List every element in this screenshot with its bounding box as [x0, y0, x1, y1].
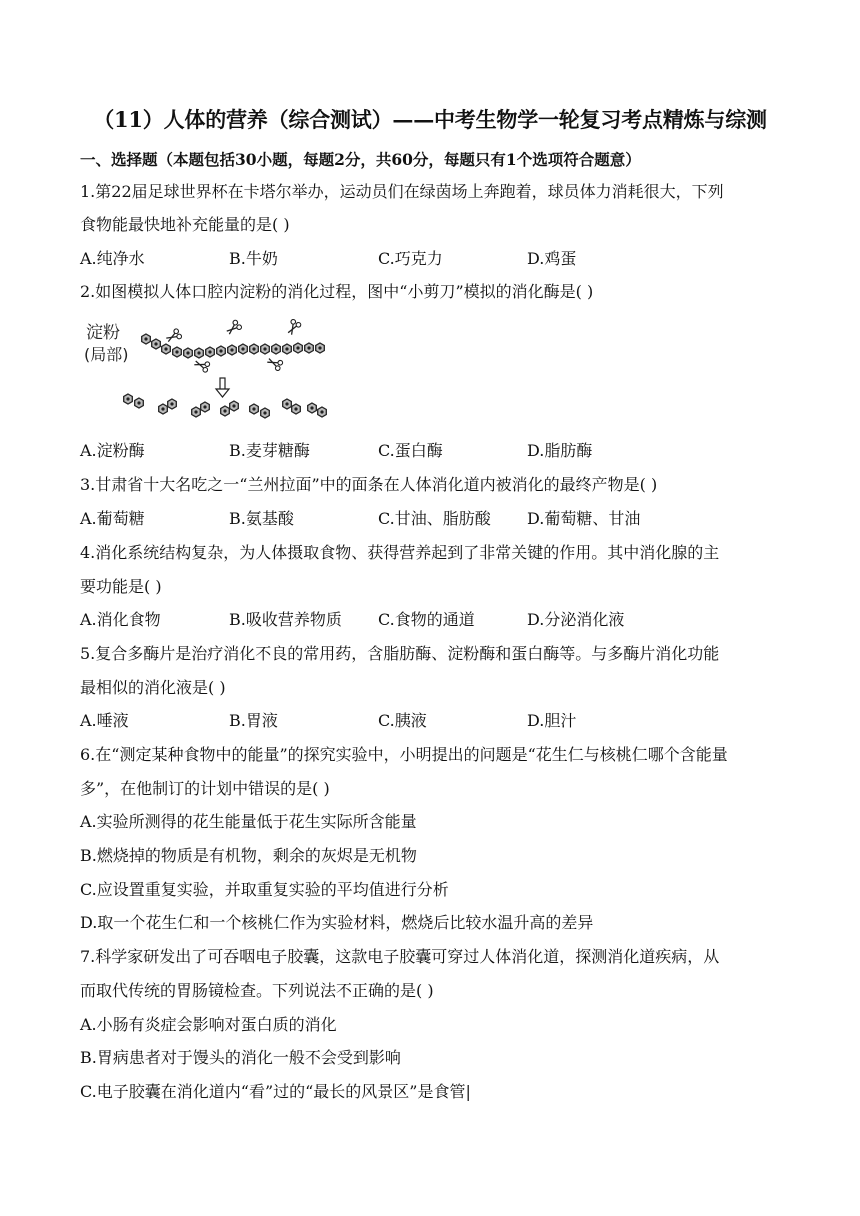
starch-digestion-diagram: [84, 316, 334, 426]
option-d: D.鸡蛋: [527, 249, 577, 268]
question-4-stem-line-2: 要功能是( ): [80, 577, 162, 596]
option-d: D.脂肪酶: [527, 441, 593, 460]
question-6-stem-line-2: 多”，在他制订的计划中错误的是( ): [80, 779, 330, 798]
question-6-option-d: D.取一个花生仁和一个核桃仁作为实验材料，燃烧后比较水温升高的差异: [80, 913, 594, 932]
option-a: A.纯净水: [80, 249, 145, 268]
maltose-units: [124, 394, 327, 418]
question-4-stem-line-1: 4.消化系统结构复杂，为人体摄取食物、获得营养起到了非常关键的作用。其中消化腺的主: [80, 543, 720, 562]
question-5-stem-line-2: 最相似的消化液是( ): [80, 678, 226, 697]
figure-label-starch: 淀粉: [86, 323, 120, 343]
page-title: （11）人体的营养（综合测试）——中考生物学一轮复习考点精炼与综测: [93, 107, 767, 132]
question-1-stem-line-2: 食物能最快地补充能量的是( ): [80, 215, 290, 234]
option-b: B.胃液: [229, 711, 278, 730]
option-a: A.消化食物: [80, 610, 161, 629]
question-5-options: [80, 711, 800, 731]
question-3-stem: 3.甘肃省十大名吃之一“兰州拉面”中的面条在人体消化道内被消化的最终产物是( ): [80, 475, 658, 494]
option-b: B.氨基酸: [229, 509, 294, 528]
option-c: C.巧克力: [378, 249, 443, 268]
question-1-stem-line-1: 1.第22届足球世界杯在卡塔尔举办，运动员们在绿茵场上奔跑着，球员体力消耗很大，下列: [80, 182, 724, 201]
question-5-stem-line-1: 5.复合多酶片是治疗消化不良的常用药，含脂肪酶、淀粉酶和蛋白酶等。与多酶片消化功能: [80, 644, 720, 663]
option-b: B.牛奶: [229, 249, 278, 268]
option-a: A.淀粉酶: [80, 441, 145, 460]
question-6-option-a: A.实验所测得的花生能量低于花生实际所含能量: [80, 812, 417, 831]
question-7-stem-line-1: 7.科学家研发出了可吞咽电子胶囊，这款电子胶囊可穿过人体消化道，探测消化道疾病，从: [80, 947, 720, 966]
option-b: B.麦芽糖酶: [229, 441, 310, 460]
option-c: C.食物的通道: [378, 610, 475, 629]
option-a: A.唾液: [80, 711, 129, 730]
question-3-options: [80, 509, 800, 529]
option-b: B.吸收营养物质: [229, 610, 342, 629]
section-heading: 一、选择题（本题包括30小题，每题2分，共60分，每题只有1个选项符合题意）: [80, 150, 641, 169]
question-4-options: [80, 610, 800, 630]
question-7-stem-line-2: 而取代传统的胃肠镜检查。下列说法不正确的是( ): [80, 981, 434, 1000]
figure-label-part: (局部): [84, 345, 129, 364]
option-c: C.胰液: [378, 711, 427, 730]
question-7-option-b: B.胃病患者对于馒头的消化一般不会受到影响: [80, 1048, 401, 1067]
option-d: D.分泌消化液: [527, 610, 625, 629]
question-7-option-c: C.电子胶囊在消化道内“看”过的“最长的风景区”是食管|: [80, 1082, 471, 1101]
question-2-options: [80, 441, 800, 461]
question-6-option-c: C.应设置重复实验，并取重复实验的平均值进行分析: [80, 880, 449, 899]
question-7-option-a: A.小肠有炎症会影响对蛋白质的消化: [80, 1015, 337, 1034]
question-6-stem-line-1: 6.在“测定某种食物中的能量”的探究实验中，小明提出的问题是“花生仁与核桃仁哪个含能量: [80, 745, 728, 764]
option-a: A.葡萄糖: [80, 509, 145, 528]
question-2-stem-line-1: 2.如图模拟人体口腔内淀粉的消化过程，图中“小剪刀”模拟的消化酶是( ): [80, 282, 594, 301]
option-c: C.蛋白酶: [378, 441, 443, 460]
option-c: C.甘油、脂肪酸: [378, 509, 491, 528]
down-arrow-icon: [216, 378, 229, 397]
option-d: D.胆汁: [527, 711, 577, 730]
question-6-option-b: B.燃烧掉的物质是有机物，剩余的灰烬是无机物: [80, 846, 417, 865]
question-1-options: [80, 249, 800, 269]
option-d: D.葡萄糖、甘油: [527, 509, 641, 528]
